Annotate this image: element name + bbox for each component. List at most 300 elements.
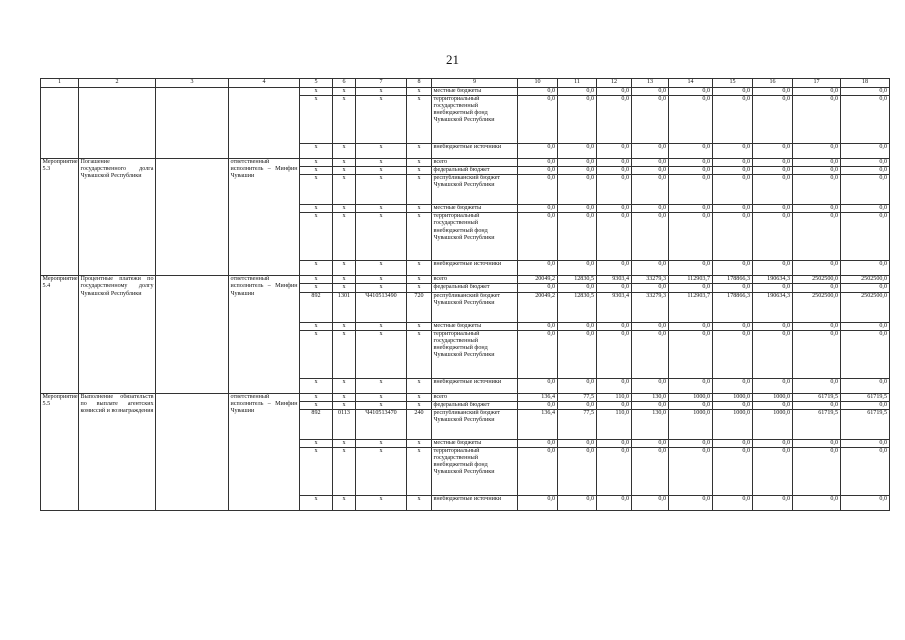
value-cell: 190634,3 — [753, 276, 793, 284]
continuation-cell — [79, 88, 156, 159]
value-cell: 0,0 — [841, 447, 890, 495]
funding-source: всего — [432, 393, 518, 401]
value-cell: 130,0 — [632, 393, 669, 401]
value-cell: 0,0 — [713, 261, 753, 276]
value-cell: 0,0 — [597, 447, 632, 495]
value-cell: 0,0 — [632, 330, 669, 378]
value-cell: 0,0 — [793, 205, 841, 213]
value-cell: 2502500,0 — [841, 292, 890, 322]
value-cell: 0,0 — [713, 401, 753, 409]
code-cell: 0113 — [333, 409, 356, 439]
column-number: 9 — [432, 79, 518, 88]
code-cell: х — [300, 144, 333, 159]
code-cell: х — [333, 159, 356, 167]
code-cell: х — [333, 144, 356, 159]
value-cell: 0,0 — [713, 284, 753, 292]
table-row — [41, 159, 890, 167]
value-cell: 0,0 — [793, 330, 841, 378]
value-cell: 0,0 — [632, 261, 669, 276]
value-cell: 0,0 — [713, 447, 753, 495]
column-number: 15 — [713, 79, 753, 88]
value-cell: 0,0 — [793, 96, 841, 144]
value-cell: 61719,5 — [793, 393, 841, 401]
table-row — [41, 276, 890, 284]
code-cell: х — [333, 88, 356, 96]
value-cell: 2502500,0 — [793, 276, 841, 284]
column-number: 4 — [229, 79, 300, 88]
value-cell: 0,0 — [558, 330, 597, 378]
funding-source: внебюджетные источники — [432, 378, 518, 393]
value-cell: 0,0 — [713, 439, 753, 447]
value-cell: 0,0 — [632, 439, 669, 447]
event-name: Процентные платежи по государственному долгу Чувашской Республики — [79, 276, 156, 393]
value-cell: 0,0 — [597, 439, 632, 447]
code-cell: х — [407, 495, 432, 510]
funding-source: республиканский бюджет Чувашской Республики — [432, 175, 518, 205]
value-cell: 0,0 — [597, 261, 632, 276]
value-cell: 0,0 — [793, 167, 841, 175]
table-row — [41, 393, 890, 401]
value-cell: 0,0 — [841, 167, 890, 175]
code-cell: х — [407, 284, 432, 292]
value-cell: 20049,2 — [518, 292, 558, 322]
value-cell: 0,0 — [558, 96, 597, 144]
code-cell: х — [300, 495, 333, 510]
value-cell: 0,0 — [841, 144, 890, 159]
value-cell: 0,0 — [518, 159, 558, 167]
code-cell: х — [333, 401, 356, 409]
code-cell: х — [300, 261, 333, 276]
value-cell: 0,0 — [713, 175, 753, 205]
column-number: 18 — [841, 79, 890, 88]
column-number: 8 — [407, 79, 432, 88]
value-cell: 0,0 — [558, 495, 597, 510]
value-cell: 0,0 — [597, 322, 632, 330]
value-cell: 0,0 — [713, 330, 753, 378]
value-cell: 0,0 — [518, 447, 558, 495]
event-name: Погашение государственного долга Чувашской Республики — [79, 159, 156, 276]
column-number: 12 — [597, 79, 632, 88]
value-cell: 33279,3 — [632, 292, 669, 322]
column-number: 11 — [558, 79, 597, 88]
value-cell: 0,0 — [793, 159, 841, 167]
value-cell: 0,0 — [841, 159, 890, 167]
value-cell: 0,0 — [669, 213, 713, 261]
value-cell: 0,0 — [669, 284, 713, 292]
value-cell: 0,0 — [753, 447, 793, 495]
funding-source: всего — [432, 159, 518, 167]
code-cell: х — [407, 205, 432, 213]
value-cell: 0,0 — [597, 330, 632, 378]
value-cell: 0,0 — [841, 88, 890, 96]
code-cell: х — [333, 495, 356, 510]
value-cell: 0,0 — [597, 96, 632, 144]
code-cell: х — [333, 393, 356, 401]
code-cell: х — [333, 261, 356, 276]
value-cell: 0,0 — [793, 439, 841, 447]
value-cell: 0,0 — [632, 378, 669, 393]
funding-source: местные бюджеты — [432, 322, 518, 330]
code-cell: х — [333, 167, 356, 175]
code-cell: х — [356, 276, 407, 284]
value-cell: 0,0 — [793, 213, 841, 261]
event-label: Мероприятие 5.4 — [41, 276, 79, 393]
value-cell: 2502500,0 — [841, 276, 890, 284]
value-cell: 0,0 — [597, 284, 632, 292]
value-cell: 0,0 — [841, 96, 890, 144]
event-label: Мероприятие 5.3 — [41, 159, 79, 276]
code-cell: х — [300, 167, 333, 175]
value-cell: 0,0 — [518, 284, 558, 292]
value-cell: 0,0 — [669, 144, 713, 159]
value-cell: 0,0 — [558, 175, 597, 205]
funding-source: республиканский бюджет Чувашской Республики — [432, 292, 518, 322]
value-cell: 0,0 — [518, 96, 558, 144]
event-executor: ответственный исполнитель – Минфин Чувашии — [229, 159, 300, 276]
value-cell: 0,0 — [753, 96, 793, 144]
value-cell: 0,0 — [632, 213, 669, 261]
value-cell: 0,0 — [753, 159, 793, 167]
value-cell: 0,0 — [841, 284, 890, 292]
header-row — [41, 79, 890, 88]
value-cell: 0,0 — [669, 88, 713, 96]
value-cell: 0,0 — [753, 144, 793, 159]
value-cell: 0,0 — [632, 495, 669, 510]
value-cell: 0,0 — [597, 205, 632, 213]
code-cell: х — [300, 213, 333, 261]
code-cell: х — [300, 322, 333, 330]
value-cell: 0,0 — [669, 447, 713, 495]
table-row — [41, 88, 890, 96]
value-cell: 0,0 — [632, 175, 669, 205]
value-cell: 33279,3 — [632, 276, 669, 284]
code-cell: х — [356, 447, 407, 495]
value-cell: 0,0 — [518, 167, 558, 175]
value-cell: 0,0 — [841, 175, 890, 205]
code-cell: х — [300, 439, 333, 447]
code-cell: х — [300, 378, 333, 393]
value-cell: 0,0 — [558, 159, 597, 167]
code-cell: х — [407, 330, 432, 378]
code-cell: х — [356, 96, 407, 144]
value-cell: 0,0 — [793, 378, 841, 393]
code-cell: х — [407, 144, 432, 159]
code-cell: х — [407, 213, 432, 261]
value-cell: 77,5 — [558, 393, 597, 401]
code-cell: х — [356, 144, 407, 159]
code-cell: х — [333, 213, 356, 261]
value-cell: 0,0 — [597, 175, 632, 205]
value-cell: 0,0 — [518, 175, 558, 205]
value-cell: 0,0 — [793, 401, 841, 409]
value-cell: 0,0 — [669, 96, 713, 144]
value-cell: 0,0 — [558, 447, 597, 495]
value-cell: 0,0 — [558, 322, 597, 330]
value-cell: 0,0 — [632, 167, 669, 175]
value-cell: 112903,7 — [669, 292, 713, 322]
code-cell: х — [356, 401, 407, 409]
value-cell: 0,0 — [753, 495, 793, 510]
code-cell: х — [407, 393, 432, 401]
code-cell: х — [333, 330, 356, 378]
value-cell: 77,5 — [558, 409, 597, 439]
value-cell: 0,0 — [632, 88, 669, 96]
column-number: 14 — [669, 79, 713, 88]
code-cell: х — [407, 159, 432, 167]
code-cell: х — [356, 159, 407, 167]
code-cell: х — [407, 88, 432, 96]
value-cell: 0,0 — [597, 495, 632, 510]
event-col3 — [156, 393, 229, 510]
value-cell: 0,0 — [753, 401, 793, 409]
value-cell: 136,4 — [518, 409, 558, 439]
value-cell: 0,0 — [518, 378, 558, 393]
value-cell: 0,0 — [632, 205, 669, 213]
code-cell: х — [356, 322, 407, 330]
code-cell: х — [300, 175, 333, 205]
code-cell: х — [356, 167, 407, 175]
funding-source: местные бюджеты — [432, 205, 518, 213]
value-cell: 20049,2 — [518, 276, 558, 284]
funding-source: территориальный государственный внебюджетный фонд Чувашской Республики — [432, 96, 518, 144]
funding-source: республиканский бюджет Чувашской Республики — [432, 409, 518, 439]
code-cell: х — [300, 96, 333, 144]
continuation-cell — [41, 88, 79, 159]
value-cell: 0,0 — [753, 261, 793, 276]
continuation-cell — [229, 88, 300, 159]
column-number: 13 — [632, 79, 669, 88]
code-cell: х — [356, 393, 407, 401]
value-cell: 0,0 — [518, 322, 558, 330]
value-cell: 0,0 — [669, 159, 713, 167]
value-cell: 0,0 — [841, 378, 890, 393]
value-cell: 0,0 — [713, 378, 753, 393]
code-cell: х — [356, 175, 407, 205]
value-cell: 0,0 — [632, 159, 669, 167]
column-number: 17 — [793, 79, 841, 88]
continuation-cell — [156, 88, 229, 159]
value-cell: 0,0 — [713, 213, 753, 261]
code-cell: х — [356, 439, 407, 447]
code-cell: х — [407, 447, 432, 495]
value-cell: 0,0 — [793, 284, 841, 292]
value-cell: 112903,7 — [669, 276, 713, 284]
value-cell: 12830,5 — [558, 276, 597, 284]
code-cell: 720 — [407, 292, 432, 322]
value-cell: 0,0 — [558, 401, 597, 409]
funding-source: местные бюджеты — [432, 88, 518, 96]
value-cell: 0,0 — [669, 495, 713, 510]
value-cell: 0,0 — [713, 205, 753, 213]
code-cell: х — [356, 261, 407, 276]
value-cell: 0,0 — [753, 175, 793, 205]
value-cell: 0,0 — [597, 213, 632, 261]
column-number: 7 — [356, 79, 407, 88]
value-cell: 0,0 — [713, 167, 753, 175]
code-cell: х — [356, 88, 407, 96]
value-cell: 0,0 — [753, 213, 793, 261]
value-cell: 2502500,0 — [793, 292, 841, 322]
value-cell: 0,0 — [753, 322, 793, 330]
value-cell: 0,0 — [753, 167, 793, 175]
value-cell: 0,0 — [793, 322, 841, 330]
code-cell: х — [300, 205, 333, 213]
code-cell: х — [333, 378, 356, 393]
value-cell: 0,0 — [558, 205, 597, 213]
code-cell: х — [333, 284, 356, 292]
code-cell: х — [356, 284, 407, 292]
code-cell: х — [407, 261, 432, 276]
value-cell: 0,0 — [632, 284, 669, 292]
value-cell: 0,0 — [558, 88, 597, 96]
code-cell: х — [407, 276, 432, 284]
value-cell: 0,0 — [713, 322, 753, 330]
code-cell: х — [407, 175, 432, 205]
value-cell: 0,0 — [518, 439, 558, 447]
code-cell: х — [333, 276, 356, 284]
value-cell: 0,0 — [753, 439, 793, 447]
code-cell: х — [300, 284, 333, 292]
funding-source: федеральный бюджет — [432, 401, 518, 409]
value-cell: 0,0 — [669, 330, 713, 378]
code-cell: х — [300, 330, 333, 378]
value-cell: 0,0 — [669, 205, 713, 213]
code-cell: 1301 — [333, 292, 356, 322]
code-cell: х — [407, 378, 432, 393]
value-cell: 9303,4 — [597, 276, 632, 284]
code-cell: х — [300, 447, 333, 495]
funding-source: внебюджетные источники — [432, 144, 518, 159]
value-cell: 0,0 — [518, 205, 558, 213]
value-cell: 1000,0 — [713, 409, 753, 439]
event-col3 — [156, 276, 229, 393]
code-cell: Ч410513470 — [356, 409, 407, 439]
value-cell: 0,0 — [793, 261, 841, 276]
value-cell: 178866,3 — [713, 276, 753, 284]
value-cell: 0,0 — [713, 159, 753, 167]
value-cell: 0,0 — [669, 261, 713, 276]
value-cell: 0,0 — [558, 284, 597, 292]
value-cell: 0,0 — [753, 284, 793, 292]
value-cell: 110,0 — [597, 409, 632, 439]
value-cell: 0,0 — [841, 401, 890, 409]
value-cell: 0,0 — [669, 401, 713, 409]
code-cell: х — [300, 393, 333, 401]
code-cell: х — [407, 401, 432, 409]
value-cell: 0,0 — [669, 439, 713, 447]
funding-source: федеральный бюджет — [432, 284, 518, 292]
code-cell: Ч410513490 — [356, 292, 407, 322]
value-cell: 0,0 — [841, 322, 890, 330]
code-cell: х — [300, 88, 333, 96]
code-cell: х — [356, 213, 407, 261]
value-cell: 0,0 — [597, 159, 632, 167]
value-cell: 0,0 — [632, 401, 669, 409]
column-number: 6 — [333, 79, 356, 88]
code-cell: х — [356, 330, 407, 378]
value-cell: 0,0 — [518, 88, 558, 96]
event-label: Мероприятие 5.5 — [41, 393, 79, 510]
code-cell: х — [407, 439, 432, 447]
value-cell: 61719,5 — [841, 409, 890, 439]
funding-source: местные бюджеты — [432, 439, 518, 447]
value-cell: 0,0 — [841, 495, 890, 510]
value-cell: 1000,0 — [753, 393, 793, 401]
code-cell: х — [333, 447, 356, 495]
value-cell: 0,0 — [841, 205, 890, 213]
value-cell: 178866,3 — [713, 292, 753, 322]
code-cell: х — [356, 378, 407, 393]
code-cell: 240 — [407, 409, 432, 439]
value-cell: 1000,0 — [713, 393, 753, 401]
event-executor: ответственный исполнитель – Минфин Чувашии — [229, 276, 300, 393]
value-cell: 0,0 — [518, 261, 558, 276]
code-cell: 892 — [300, 409, 333, 439]
code-cell: х — [407, 322, 432, 330]
value-cell: 110,0 — [597, 393, 632, 401]
code-cell: х — [407, 167, 432, 175]
value-cell: 61719,5 — [793, 409, 841, 439]
value-cell: 0,0 — [713, 495, 753, 510]
value-cell: 0,0 — [793, 175, 841, 205]
column-number: 3 — [156, 79, 229, 88]
value-cell: 61719,5 — [841, 393, 890, 401]
value-cell: 0,0 — [558, 439, 597, 447]
value-cell: 0,0 — [558, 378, 597, 393]
event-name: Выполнение обязательств по выплате агентских комиссий и вознаграждения — [79, 393, 156, 510]
code-cell: х — [333, 175, 356, 205]
value-cell: 0,0 — [597, 167, 632, 175]
code-cell: х — [407, 96, 432, 144]
value-cell: 0,0 — [841, 330, 890, 378]
code-cell: х — [356, 495, 407, 510]
value-cell: 0,0 — [753, 330, 793, 378]
code-cell: х — [300, 276, 333, 284]
column-number: 16 — [753, 79, 793, 88]
funding-source: внебюджетные источники — [432, 261, 518, 276]
value-cell: 0,0 — [841, 439, 890, 447]
value-cell: 0,0 — [518, 330, 558, 378]
value-cell: 0,0 — [753, 205, 793, 213]
value-cell: 1000,0 — [669, 393, 713, 401]
value-cell: 0,0 — [669, 378, 713, 393]
funding-source: территориальный государственный внебюджетный фонд Чувашской Республики — [432, 447, 518, 495]
value-cell: 0,0 — [597, 378, 632, 393]
funding-source: территориальный государственный внебюджетный фонд Чувашской Республики — [432, 213, 518, 261]
code-cell: х — [333, 205, 356, 213]
event-executor: ответственный исполнитель – Минфин Чувашии — [229, 393, 300, 510]
value-cell: 0,0 — [841, 261, 890, 276]
code-cell: х — [300, 159, 333, 167]
value-cell: 0,0 — [793, 447, 841, 495]
funding-source: всего — [432, 276, 518, 284]
value-cell: 1000,0 — [753, 409, 793, 439]
code-cell: х — [356, 205, 407, 213]
value-cell: 0,0 — [597, 144, 632, 159]
value-cell: 0,0 — [597, 88, 632, 96]
value-cell: 0,0 — [841, 213, 890, 261]
value-cell: 9303,4 — [597, 292, 632, 322]
code-cell: х — [300, 401, 333, 409]
value-cell: 0,0 — [518, 401, 558, 409]
value-cell: 0,0 — [753, 378, 793, 393]
budget-table — [40, 78, 890, 511]
value-cell: 0,0 — [713, 96, 753, 144]
column-number: 2 — [79, 79, 156, 88]
value-cell: 0,0 — [558, 261, 597, 276]
value-cell: 0,0 — [632, 322, 669, 330]
value-cell: 0,0 — [753, 88, 793, 96]
